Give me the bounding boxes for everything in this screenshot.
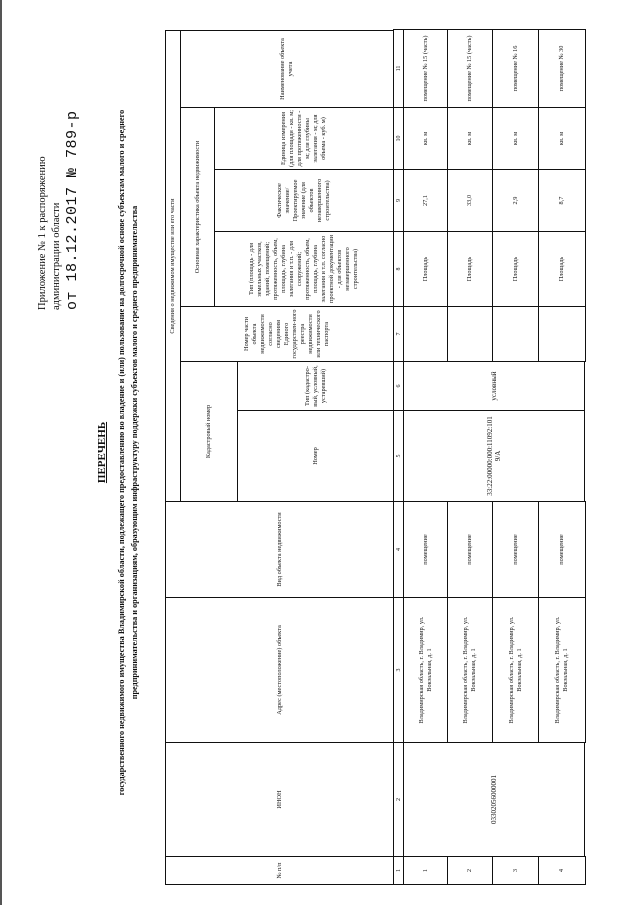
row-unit: кв. м <box>492 107 539 170</box>
header-kind: Вид объекта недвижимости <box>165 501 394 598</box>
subtitle-line-1: государственного недвижимого имущества Владимирской области, подлежащего предоставлению во владение и (или) пользование на долгосрочной основе субъектам малого и среднего <box>117 109 126 796</box>
appendix-line-1: Приложение № 1 к распоряжению <box>37 156 48 310</box>
header-group-info: Сведения о недвижимом имуществе или его части <box>165 30 181 502</box>
row-object-name: помещение № 16 <box>492 29 539 108</box>
row-address: Владимирская область, г. Владимир, ул. Вокзальная, д. 1 <box>492 597 539 743</box>
header-number: № п/п <box>165 856 394 885</box>
header-object-name: Наименование объекта учета <box>180 30 394 108</box>
row-char-type: Площадь <box>403 231 448 307</box>
appendix-line-2: администрации области <box>51 202 62 310</box>
row-part-number <box>492 306 539 362</box>
row-kind: помещение <box>403 501 448 598</box>
cadastral-number-value: 33:22:00000:000:11092:101 9/A <box>403 410 585 502</box>
row-kind: помещение <box>447 501 493 598</box>
row-value: 2,9 <box>492 169 539 232</box>
document-title: ПЕРЕЧЕНЬ <box>96 421 108 484</box>
row-kind: помещение <box>538 501 586 598</box>
row-number: 4 <box>538 856 586 885</box>
row-value: 33,0 <box>447 169 493 232</box>
row-number: 1 <box>403 856 448 885</box>
column-number-9: 9 <box>393 169 404 232</box>
column-number-5: 5 <box>393 410 404 502</box>
row-number: 3 <box>492 856 539 885</box>
column-number-8: 8 <box>393 231 404 307</box>
column-number-11: 11 <box>393 29 404 108</box>
column-number-7: 7 <box>393 306 404 362</box>
row-object-name: помещение № 15 (часть) <box>447 29 493 108</box>
appendix-note <box>36 110 82 310</box>
header-char-type: Тип (площадь - для земельных участков, зданий, помещений; протяженность, объем, площадь, глубина залегания и т.п. - для сооружений; протяженность, объем, площадь, глубина залегания и т.п. согласно проектной документации - для объектов незавершенного строительства) <box>214 231 394 307</box>
row-unit: кв. м <box>403 107 448 170</box>
row-object-name: помещение № 30 <box>538 29 586 108</box>
row-value: 27,1 <box>403 169 448 232</box>
column-number-10: 10 <box>393 107 404 170</box>
row-char-type: Площадь <box>538 231 586 307</box>
column-number-4: 4 <box>393 501 404 598</box>
row-char-type: Площадь <box>492 231 539 307</box>
row-unit: кв. м <box>447 107 493 170</box>
row-number: 2 <box>447 856 493 885</box>
column-number-6: 6 <box>393 361 404 411</box>
row-part-number <box>403 306 448 362</box>
column-number-3: 3 <box>393 597 404 743</box>
row-unit: кв. м <box>538 107 586 170</box>
appendix-date-number: от 18.12.2017 № 789-р <box>64 110 81 310</box>
document-subtitle <box>115 30 141 875</box>
row-value: 8,7 <box>538 169 586 232</box>
header-unit: Единица измерения (для площади - кв. м; для протяженности - м; для глубины залегания - м; для объема - куб. м) <box>214 107 394 170</box>
row-address: Владимирская область, г. Владимир, ул. Вокзальная, д. 1 <box>403 597 448 743</box>
row-part-number <box>538 306 586 362</box>
row-address: Владимирская область, г. Владимир, ул. Вокзальная, д. 1 <box>447 597 493 743</box>
row-kind: помещение <box>492 501 539 598</box>
header-value: Фактическое значение/ Проектируемое значение (для объектов незавершенного строительства) <box>214 169 394 232</box>
header-address: Адрес (местоположение) объекта <box>165 597 394 743</box>
header-group-characteristic: Основная характеристика объекта недвижимости <box>180 107 215 307</box>
header-part-number: Номер части объекта недвижимости согласно сведениям Единого государствен-ного реестра недвижимости или технического паспорта <box>180 306 394 362</box>
header-cadastral-number: Номер <box>237 410 394 502</box>
header-group-cadastral: Кадастровый номер <box>180 361 238 502</box>
inon-value: 03302056000001 <box>403 742 585 857</box>
column-number-1: 1 <box>393 856 404 885</box>
cadastral-type-value: условный <box>403 361 585 411</box>
subtitle-line-2: предпринимательства и организациям, образующим инфраструктуру поддержки субъектов малого и среднего предпринимательства <box>130 205 139 700</box>
header-cadastral-type: Тип (кадастро-вый, условный, устаревший) <box>237 361 394 411</box>
row-char-type: Площадь <box>447 231 493 307</box>
row-part-number <box>447 306 493 362</box>
column-number-2: 2 <box>393 742 404 857</box>
row-address: Владимирская область, г. Владимир, ул. Вокзальная, д. 1 <box>538 597 586 743</box>
row-object-name: помещение № 15 (часть) <box>403 29 448 108</box>
header-inon: ИНОН <box>165 742 394 857</box>
